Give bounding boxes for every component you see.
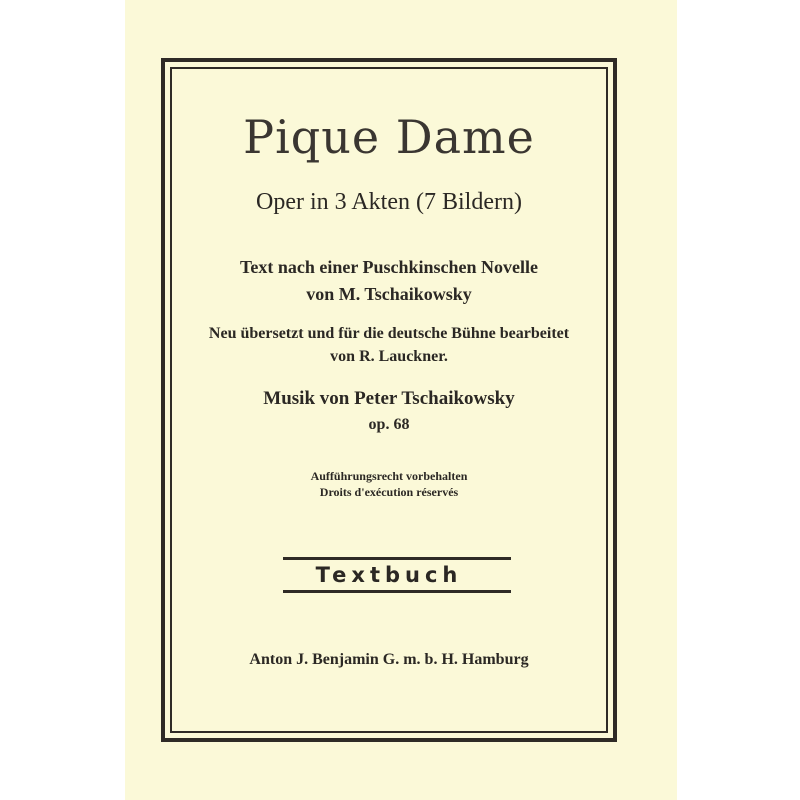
publisher-name: Anton J. Benjamin G. m. b. H. Hamburg	[249, 651, 529, 668]
textbuch-bottom-rule	[283, 590, 511, 593]
music-credit: Musik von Peter Tschaikowsky	[263, 388, 515, 409]
translation-line-2: von R. Lauckner.	[330, 348, 448, 365]
opera-title: Pique Dame	[243, 110, 535, 164]
text-credit-line-1: Text nach einer Puschkinschen Novelle	[239, 257, 539, 277]
textbuch-top-rule	[283, 557, 511, 560]
opera-subtitle: Oper in 3 Akten (7 Bildern)	[256, 189, 522, 215]
cover-content	[172, 69, 606, 731]
textbuch-label: Textbuch	[315, 563, 463, 587]
translation-line-1: Neu übersetzt und für die deutsche Bühne bearbeitet	[208, 325, 570, 342]
opus-number: op. 68	[368, 416, 410, 433]
booklet-cover	[125, 0, 677, 800]
text-credit-line-2: von M. Tschaikowsky	[306, 284, 472, 304]
rights-line-2: Droits d'exécution réservés	[319, 485, 459, 499]
rights-line-1: Aufführungsrecht vorbehalten	[310, 469, 468, 483]
